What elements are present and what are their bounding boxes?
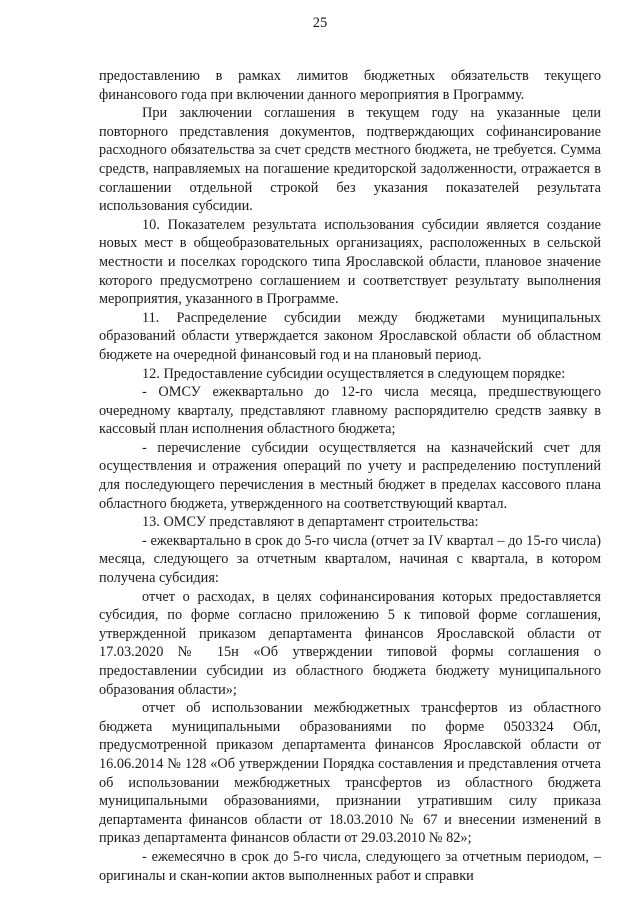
document-body	[99, 67, 601, 885]
list-item: - ежеквартально в срок до 5-го числа (отчет за IV квартал – до 15-го числа) месяца, следующего за отчетным кварталом, начиная с квартала, в котором получена субсидия:	[99, 532, 601, 587]
paragraph: 11. Распределение субсидии между бюджетами муниципальных образований области утверждается законом Ярославской области об областном бюджете на очередной финансовый год и на плановый период.	[99, 309, 601, 363]
list-item: - ежемесячно в срок до 5-го числа, следующего за отчетным периодом, – оригиналы и скан-копии актов выполненных работ и справки	[99, 848, 601, 884]
paragraph: 10. Показателем результата использования субсидии является создание новых мест в общеобразовательных организациях, расположенных в сельской местности и поселках городского типа Ярославской области, плановое значение которого предусмотрено соглашением и соответствует результату выполнения мероприятия, указанного в Программе.	[99, 216, 601, 308]
paragraph: При заключении соглашения в текущем году на указанные цели повторного представления документов, подтверждающих софинансирование расходного обязательства за счет средств местного бюджета, не требуется. Сумма средств, направляемых на погашение кредиторской задолженности, отражается в соглашении отдельной строкой без указания показателей результата использования субсидии.	[99, 105, 601, 215]
paragraph: отчет о расходах, в целях софинансирования которых предоставляется субсидия, по форме согласно приложению 5 к типовой форме соглашения, утвержденной приказом департамента финансов Ярославской области от 17.03.2020 № 15н «Об утверждении типовой формы соглашения о предоставлении субсидии из областного бюджета бюджету муниципального образования области»;	[99, 588, 601, 698]
list-item: - ОМСУ ежеквартально до 12-го числа месяца, предшествующего очередному кварталу, представляют главному распорядителю средств заявку в кассовый план исполнения областного бюджета;	[99, 384, 601, 438]
paragraph: отчет об использовании межбюджетных трансфертов из областного бюджета муниципальными образованиями по форме 0503324 Обл, предусмотренной приказом департамента финансов Ярославской области от 16.06.2014 № 128 «Об утверждении Порядка составления и представления отчета об использовании межбюджетных трансфертов из областного бюджета муниципальными образованиями, признании утратившим силу приказа департамента финансов области от 18.03.2010 № 67 и внесении изменений в приказ департамента финансов области от 29.03.2010 № 82»;	[99, 700, 601, 847]
paragraph: 13. ОМСУ представляют в департамент строительства:	[142, 514, 479, 531]
paragraph: 12. Предоставление субсидии осуществляется в следующем порядке:	[142, 365, 566, 382]
page-number: 25	[312, 15, 328, 31]
list-item: - перечисление субсидии осуществляется на казначейский счет для осуществления и отражения операций по учету и распределению поступлений для последующего перечисления в местный бюджет в пределах кассового плана областного бюджета, утвержденного на соответствующий квартал.	[99, 439, 601, 512]
paragraph: предоставлению в рамках лимитов бюджетных обязательств текущего финансового года при включении данного мероприятия в Программу.	[99, 68, 601, 103]
